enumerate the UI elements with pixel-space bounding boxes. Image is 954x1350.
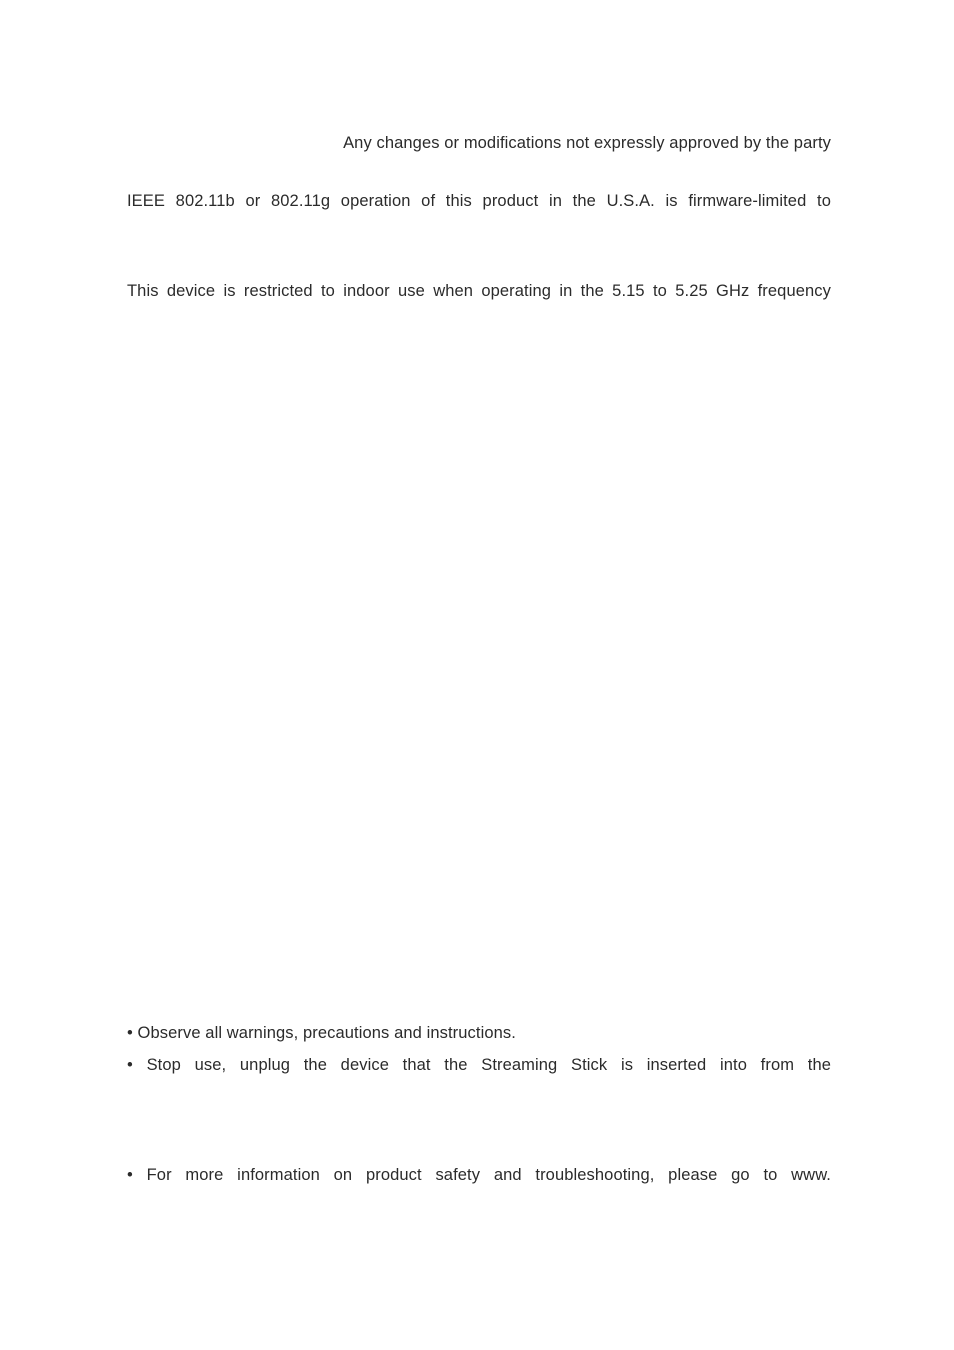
more-info-bullet: • For more information on product safety and troubleshooting, please go to www. xyxy=(127,1166,831,1184)
indoor-use-line: This device is restricted to indoor use when operating in the 5.15 to 5.25 GHz frequency xyxy=(127,282,831,300)
fcc-modifications-line: Any changes or modifications not expressly approved by the party xyxy=(343,134,831,152)
stop-use-bullet: • Stop use, unplug the device that the Streaming Stick is inserted into from the xyxy=(127,1056,831,1074)
observe-warnings-bullet: • Observe all warnings, precautions and instructions. xyxy=(127,1024,516,1042)
ieee-operation-line: IEEE 802.11b or 802.11g operation of this product in the U.S.A. is firmware-limited to xyxy=(127,192,831,210)
